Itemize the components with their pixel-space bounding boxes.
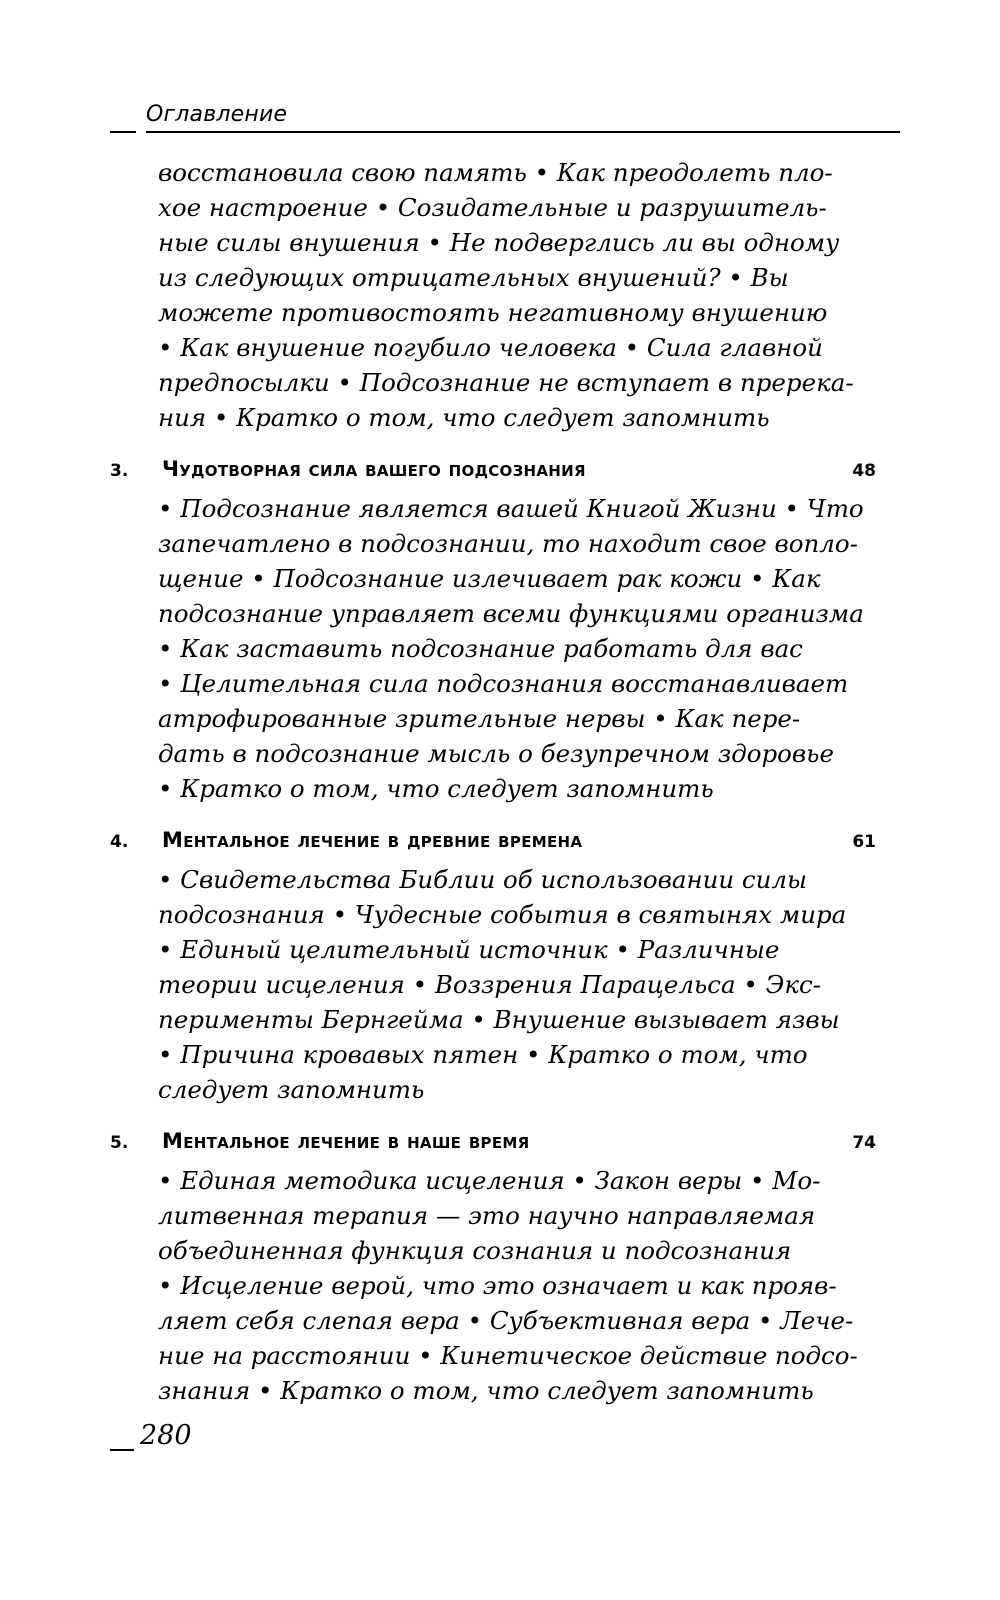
- description-line: запечатлено в подсознании, то находит свое вопло-: [158, 529, 858, 558]
- description-line: следует запомнить: [158, 1075, 425, 1104]
- page-folio: [110, 1420, 310, 1460]
- chapter-5-heading[interactable]: [110, 1127, 900, 1163]
- description-line: литвенная терапия — это научно направляемая: [158, 1201, 816, 1230]
- continued-entry-description: [158, 155, 864, 435]
- description-line: можете противостоять негативному внушению: [158, 298, 828, 327]
- chapter-4-heading[interactable]: [110, 826, 900, 862]
- description-line: ляет себя слепая вера • Субъективная вера • Лече-: [158, 1306, 854, 1335]
- description-line: • Единая методика исцеления • Закон веры • Мо-: [158, 1166, 821, 1195]
- description-line: • Кратко о том, что следует запомнить: [158, 774, 714, 803]
- folio-rule: [110, 1449, 134, 1451]
- chapter-4-description: [158, 862, 864, 1107]
- description-line: подсознание управляет всеми функциями организма: [158, 599, 864, 628]
- description-line: ния • Кратко о том, что следует запомнить: [158, 403, 770, 432]
- chapter-number: 3.: [110, 461, 129, 481]
- chapter-title: Ментальное лечение в древние времена: [162, 828, 583, 852]
- description-line: • Исцеление верой, что это означает и как прояв-: [158, 1271, 837, 1300]
- description-line: • Подсознание является вашей Книгой Жизни • Что: [158, 494, 864, 523]
- chapter-title: Ментальное лечение в наше время: [162, 1129, 530, 1153]
- description-line: • Свидетельства Библии об использовании силы: [158, 865, 807, 894]
- running-head: [110, 100, 900, 136]
- chapter-page-number: 48: [852, 461, 876, 481]
- chapter-title: Чудотворная сила вашего подсознания: [162, 457, 586, 481]
- description-line: хое настроение • Созидательные и разрушитель-: [158, 193, 827, 222]
- chapter-page-number: 61: [852, 832, 876, 852]
- description-line: атрофированные зрительные нервы • Как пере-: [158, 704, 801, 733]
- chapter-number: 5.: [110, 1133, 129, 1153]
- description-line: восстановила свою память • Как преодолеть пло-: [158, 158, 833, 187]
- description-line: знания • Кратко о том, что следует запомнить: [158, 1376, 814, 1405]
- description-line: ные силы внушения • Не подверглись ли вы одному: [158, 228, 840, 257]
- description-line: щение • Подсознание излечивает рак кожи • Как: [158, 564, 821, 593]
- description-line: подсознания • Чудесные события в святынях мира: [158, 900, 847, 929]
- description-line: • Целительная сила подсознания восстанавливает: [158, 669, 849, 698]
- toc-content: [110, 155, 900, 1408]
- running-head-rule-right: [146, 131, 900, 133]
- chapter-number: 4.: [110, 832, 129, 852]
- chapter-3-description: [158, 491, 864, 806]
- description-line: теории исцеления • Воззрения Парацельса • Экс-: [158, 970, 821, 999]
- description-line: • Причина кровавых пятен • Кратко о том, что: [158, 1040, 808, 1069]
- chapter-3-heading[interactable]: [110, 455, 900, 491]
- description-line: дать в подсознание мысль о безупречном здоровье: [158, 739, 835, 768]
- description-line: ние на расстоянии • Кинетическое действие подсо-: [158, 1341, 858, 1370]
- running-head-title: Оглавление: [146, 102, 288, 127]
- description-line: предпосылки • Подсознание не вступает в пререка-: [158, 368, 854, 397]
- description-line: перименты Бернгейма • Внушение вызывает язвы: [158, 1005, 840, 1034]
- description-line: • Как внушение погубило человека • Сила главной: [158, 333, 823, 362]
- description-line: • Единый целительный источник • Различные: [158, 935, 780, 964]
- page-number: 280: [140, 1420, 192, 1451]
- running-head-rule-left: [110, 131, 136, 133]
- description-line: объединенная функция сознания и подсознания: [158, 1236, 792, 1265]
- description-line: • Как заставить подсознание работать для вас: [158, 634, 803, 663]
- chapter-page-number: 74: [852, 1133, 876, 1153]
- description-line: из следующих отрицательных внушений? • Вы: [158, 263, 789, 292]
- chapter-5-description: [158, 1163, 864, 1408]
